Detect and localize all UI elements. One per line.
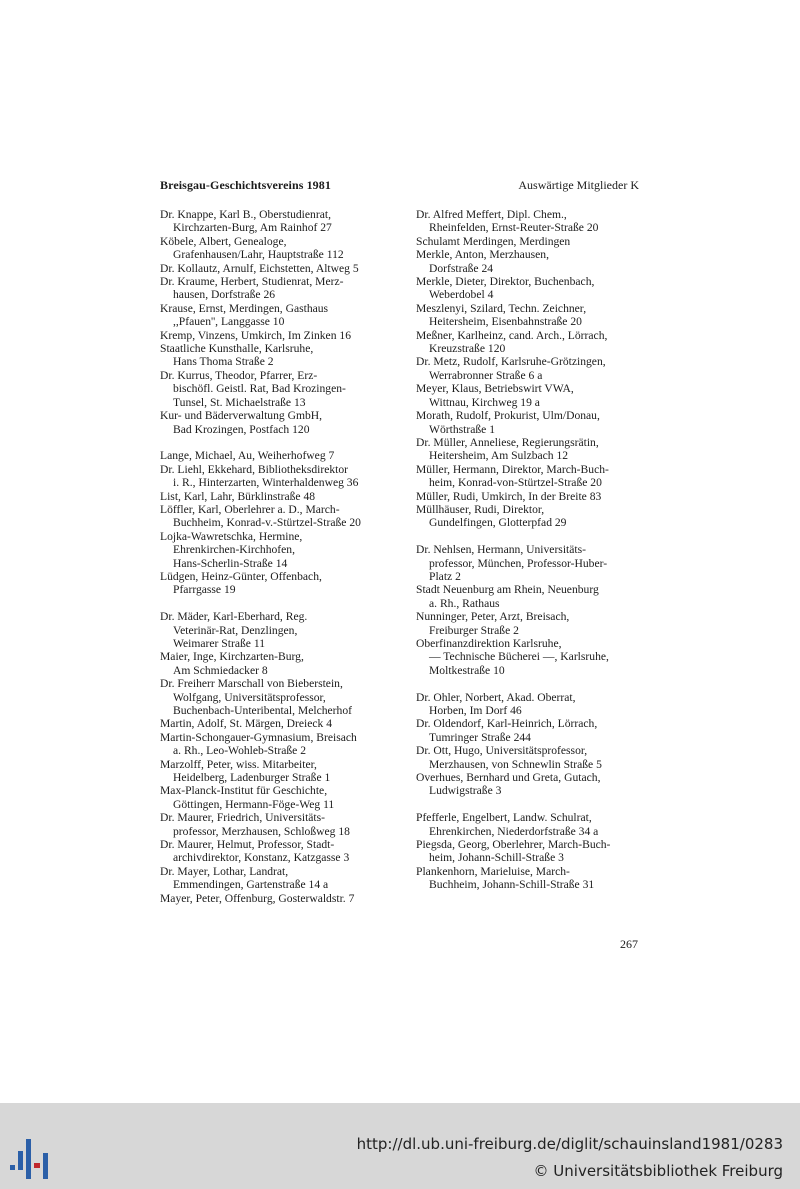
member-entry-line: Dr. Kurrus, Theodor, Pfarrer, Erz- (160, 368, 318, 382)
member-entry-line: archivdirektor, Konstanz, Katzgasse 3 (173, 851, 350, 865)
member-entry-line: Dr. Freiherr Marschall von Bieberstein, (160, 677, 343, 691)
member-entry-line: Freiburger Straße 2 (429, 623, 519, 637)
member-entry (160, 530, 392, 570)
member-entry (160, 811, 392, 838)
member-entry (160, 731, 392, 758)
member-entry-line: Kreuzstraße 120 (429, 342, 506, 356)
member-entry-line: Ehrenkirchen-Kirchhofen, (173, 543, 296, 557)
member-entry-line: Overhues, Bernhard und Greta, Gutach, (416, 771, 601, 785)
member-entry (416, 275, 648, 302)
member-entry-line: Plankenhorn, Marieluise, March- (416, 864, 570, 878)
member-entry (416, 811, 648, 838)
member-entry-line: Dorfstraße 24 (429, 261, 494, 275)
member-entry (160, 449, 392, 462)
member-entry-line: Wittnau, Kirchweg 19 a (429, 395, 540, 409)
member-entry-line: Dr. Maurer, Helmut, Professor, Stadt- (160, 838, 335, 852)
member-entry-line: Werrabronner Straße 6 a (429, 368, 543, 382)
member-entry-line: Dr. Mäder, Karl-Eberhard, Reg. (160, 610, 308, 624)
member-entry-line: Martin-Schongauer-Gymnasium, Breisach (160, 730, 357, 744)
member-entry-line: Heitersheim, Eisenbahnstraße 20 (429, 315, 582, 329)
member-entry-line: Lüdgen, Heinz-Günter, Offenbach, (160, 569, 322, 583)
member-entry-line: Merkle, Anton, Merzhausen, (416, 248, 549, 262)
member-entry-line: Pfefferle, Engelbert, Landw. Schulrat, (416, 811, 592, 825)
member-entry-line: Müller, Rudi, Umkirch, In der Breite 83 (416, 489, 602, 503)
member-entry-line: Kur- und Bäderverwaltung GmbH, (160, 409, 323, 423)
member-entry-line: Oberfinanzdirektion Karlsruhe, (416, 636, 562, 650)
member-entry (160, 463, 392, 490)
member-entry-line: Merzhausen, von Schnewlin Straße 5 (429, 757, 602, 771)
member-entry-line: Maier, Inge, Kirchzarten-Burg, (160, 650, 304, 664)
member-entry (160, 208, 392, 235)
member-entry (416, 637, 648, 677)
member-entry-line: Pfarrgasse 19 (173, 583, 236, 597)
member-entry-line: a. Rh., Rathaus (429, 596, 500, 610)
member-entry-line: Löffler, Karl, Oberlehrer a. D., March- (160, 502, 340, 516)
member-entry (160, 342, 392, 369)
member-entry (160, 758, 392, 785)
member-entry-line: Dr. Knappe, Karl B., Oberstudienrat, (160, 208, 331, 221)
member-entry (160, 784, 392, 811)
member-entry-line: Rheinfelden, Ernst-Reuter-Straße 20 (429, 221, 599, 235)
member-entry-line: Horben, Im Dorf 46 (429, 704, 522, 717)
member-entry (416, 382, 648, 409)
member-entry-line: Köbele, Albert, Genealoge, (160, 234, 287, 248)
member-entry-line: Max-Planck-Institut für Geschichte, (160, 784, 328, 798)
member-entry-line: Wolfgang, Universitätsprofessor, (173, 690, 326, 704)
member-entry (160, 369, 392, 409)
member-entry (416, 248, 648, 275)
member-entry-line: Meszlenyi, Szilard, Techn. Zeichner, (416, 301, 587, 315)
member-entry-line: Krause, Ernst, Merdingen, Gasthaus (160, 301, 329, 315)
member-entry-line: — Technische Bücherei —, Karlsruhe, (429, 650, 609, 664)
member-entry-line: Kirchzarten-Burg, Am Rainhof 27 (173, 221, 332, 235)
member-entry-line: Dr. Oldendorf, Karl-Heinrich, Lörrach, (416, 717, 598, 731)
member-entry (416, 583, 648, 610)
section-gap (160, 436, 392, 449)
member-entry-line: Platz 2 (429, 569, 461, 583)
member-entry-line: hausen, Dorfstraße 26 (173, 288, 276, 302)
section-gap (416, 530, 648, 543)
section-gap (160, 597, 392, 610)
member-entry-line: Lojka-Wawretschka, Hermine, (160, 529, 303, 543)
member-entry-line: Morath, Rudolf, Prokurist, Ulm/Donau, (416, 409, 600, 423)
member-entry-line: Müller, Hermann, Direktor, March-Buch- (416, 462, 609, 476)
member-entry-line: professor, Merzhausen, Schloßweg 18 (173, 824, 350, 838)
member-entry (416, 463, 648, 490)
member-entry (160, 409, 392, 436)
member-entry (416, 302, 648, 329)
member-entry-line: Heidelberg, Ladenburger Straße 1 (173, 771, 331, 785)
member-entry (416, 436, 648, 463)
member-entry-line: Marzolff, Peter, wiss. Mitarbeiter, (160, 757, 317, 771)
member-entry (160, 892, 392, 905)
member-entry-line: Göttingen, Hermann-Föge-Weg 11 (173, 797, 335, 811)
member-entry-line: Nunninger, Peter, Arzt, Breisach, (416, 610, 570, 624)
member-entry-line: Dr. Ohler, Norbert, Akad. Oberrat, (416, 690, 576, 704)
member-entry-line: Buchheim, Johann-Schill-Straße 31 (429, 878, 595, 892)
section-gap (416, 677, 648, 690)
member-entry-line: Dr. Müller, Anneliese, Regierungsrätin, (416, 435, 599, 449)
member-entry-line: ,,Pfauen'', Langgasse 10 (173, 315, 285, 329)
left-column-member-list (160, 208, 392, 905)
member-entry-line: Dr. Maurer, Friedrich, Universitäts- (160, 811, 326, 825)
member-entry-line: Veterinär-Rat, Denzlingen, (173, 623, 298, 637)
member-entry (416, 610, 648, 637)
member-entry-line: Stadt Neuenburg am Rhein, Neuenburg (416, 583, 599, 597)
member-entry-line: Müllhäuser, Rudi, Direktor, (416, 502, 545, 516)
running-header-right: Auswärtige Mitglieder K (518, 178, 639, 192)
member-entry (160, 329, 392, 342)
member-entry (416, 717, 648, 744)
page-number: 267 (620, 937, 638, 951)
member-entry (160, 235, 392, 262)
member-entry-line: Dr. Liehl, Ekkehard, Bibliotheksdirektor (160, 462, 349, 476)
member-entry-line: Dr. Ott, Hugo, Universitätsprofessor, (416, 744, 588, 758)
member-entry (160, 275, 392, 302)
member-entry-line: List, Karl, Lahr, Bürklinstraße 48 (160, 489, 316, 503)
member-entry-line: Buchheim, Konrad-v.-Stürtzel-Straße 20 (173, 516, 361, 530)
member-entry-line: Gundelfingen, Glotterpfad 29 (429, 516, 567, 530)
member-entry-line: Am Schmiedacker 8 (173, 663, 268, 677)
member-entry-line: Heitersheim, Am Sulzbach 12 (429, 449, 569, 463)
member-entry (160, 838, 392, 865)
section-gap (416, 798, 648, 811)
member-entry-line: Hans Thoma Straße 2 (173, 355, 274, 369)
member-entry-line: Dr. Mayer, Lothar, Landrat, (160, 864, 289, 878)
running-header-left: Breisgau-Geschichtsvereins 1981 (160, 178, 331, 192)
member-entry-line: Martin, Adolf, St. Märgen, Dreieck 4 (160, 717, 333, 731)
member-entry-line: Lange, Michael, Au, Weiherhofweg 7 (160, 449, 335, 463)
member-entry-line: Wörthstraße 1 (429, 422, 495, 436)
member-entry (416, 235, 648, 248)
member-entry (160, 262, 392, 275)
member-entry (416, 409, 648, 436)
footer-bar (0, 1103, 800, 1189)
member-entry-line: Meyer, Klaus, Betriebswirt VWA, (416, 382, 574, 396)
member-entry-line: heim, Johann-Schill-Straße 3 (429, 851, 564, 865)
member-entry (160, 302, 392, 329)
member-entry-line: i. R., Hinterzarten, Winterhaldenweg 36 (173, 476, 359, 490)
member-entry (416, 208, 648, 235)
member-entry (416, 503, 648, 530)
member-entry-line: professor, München, Professor-Huber- (429, 556, 608, 570)
member-entry (416, 865, 648, 892)
member-entry-line: Ludwigstraße 3 (429, 784, 502, 798)
right-column-member-list (416, 208, 648, 892)
member-entry (416, 490, 648, 503)
member-entry (416, 543, 648, 583)
ub-freiburg-logo-icon (10, 1139, 52, 1179)
member-entry (160, 490, 392, 503)
member-entry-line: Moltkestraße 10 (429, 663, 505, 677)
member-entry-line: Emmendingen, Gartenstraße 14 a (173, 878, 329, 892)
member-entry-line: Staatliche Kunsthalle, Karlsruhe, (160, 342, 314, 356)
member-entry-line: Dr. Nehlsen, Hermann, Universitäts- (416, 543, 586, 557)
member-entry-line: heim, Konrad-von-Stürtzel-Straße 20 (429, 476, 602, 490)
member-entry-line: Tumringer Straße 244 (429, 730, 531, 744)
member-entry (160, 610, 392, 650)
member-entry-line: Merkle, Dieter, Direktor, Buchenbach, (416, 275, 595, 289)
member-entry-line: Meßner, Karlheinz, cand. Arch., Lörrach, (416, 328, 608, 342)
member-entry-line: Hans-Scherlin-Straße 14 (173, 556, 288, 570)
member-entry (160, 503, 392, 530)
member-entry-line: Piegsda, Georg, Oberlehrer, March-Buch- (416, 838, 611, 852)
member-entry-line: Schulamt Merdingen, Merdingen (416, 234, 571, 248)
copyright-notice: © Universitätsbibliothek Freiburg (533, 1162, 783, 1180)
member-entry-line: Bad Krozingen, Postfach 120 (173, 422, 310, 436)
member-entry-line: Dr. Metz, Rudolf, Karlsruhe-Grötzingen, (416, 355, 606, 369)
member-entry-line: Weimarer Straße 11 (173, 636, 265, 650)
member-entry (416, 691, 648, 718)
source-url-link[interactable]: http://dl.ub.uni-freiburg.de/diglit/schauinsland1981/0283 (356, 1135, 783, 1153)
member-entry (160, 570, 392, 597)
member-entry-line: Weberdobel 4 (429, 288, 494, 302)
member-entry (416, 771, 648, 798)
member-entry-line: Ehrenkirchen, Niederdorfstraße 34 a (429, 824, 599, 838)
member-entry (416, 838, 648, 865)
member-entry-line: Mayer, Peter, Offenburg, Gosterwaldstr. 7 (160, 891, 355, 905)
member-entry-line: Tunsel, St. Michaelstraße 13 (173, 395, 306, 409)
member-entry (160, 650, 392, 677)
member-entry (416, 744, 648, 771)
member-entry (160, 865, 392, 892)
member-entry (160, 677, 392, 717)
member-entry-line: Dr. Kraume, Herbert, Studienrat, Merz- (160, 275, 344, 289)
member-entry-line: Dr. Kollautz, Arnulf, Eichstetten, Altweg 5 (160, 261, 359, 275)
member-entry-line: bischöfl. Geistl. Rat, Bad Krozingen- (173, 382, 346, 396)
member-entry (416, 329, 648, 356)
member-entry (160, 717, 392, 730)
member-entry-line: Kremp, Vinzens, Umkirch, Im Zinken 16 (160, 328, 351, 342)
member-entry-line: a. Rh., Leo-Wohleb-Straße 2 (173, 744, 306, 758)
member-entry-line: Grafenhausen/Lahr, Hauptstraße 112 (173, 248, 344, 262)
member-entry-line: Dr. Alfred Meffert, Dipl. Chem., (416, 208, 567, 221)
member-entry-line: Buchenbach-Unteribental, Melcherhof (173, 704, 352, 717)
member-entry (416, 355, 648, 382)
